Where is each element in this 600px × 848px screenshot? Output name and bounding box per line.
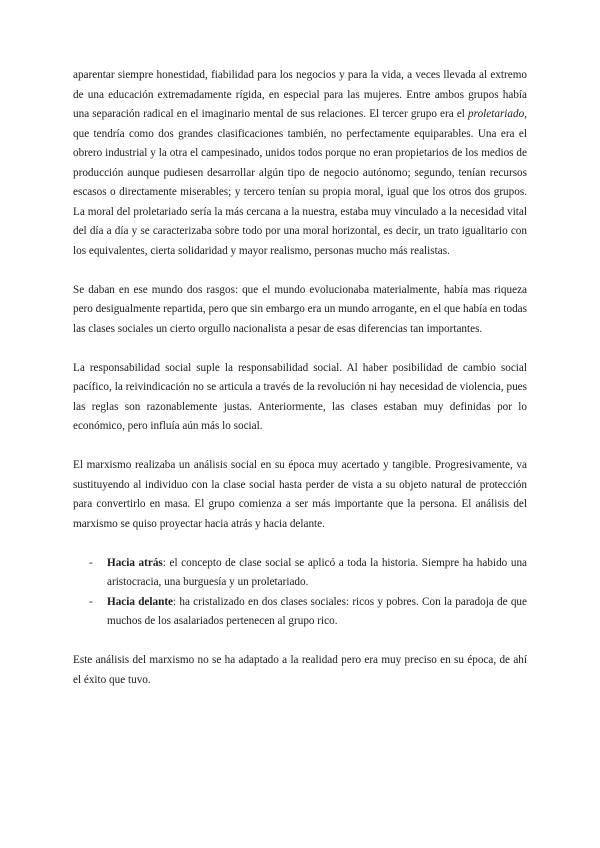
- document-body: [73, 66, 527, 690]
- paragraph-marxismo: El marxismo realizaba un análisis social en su época muy acertado y tangible. Progresivamente, va sustituyendo al individuo con la clase social hasta perder de vista a su objeto natural de protección para convertirlo en masa. El grupo comienza a ser más importante que la persona. El análisis del marxismo se quiso proyectar hacia atrás y hacia delante.: [73, 459, 527, 530]
- list-term: Hacia atrás: [107, 556, 163, 569]
- paragraph-text: aparentar siempre honestidad, fiabilidad para los negocios y para la vida, a veces llevada al extremo de una educación extremadamente rígida, en especial para las mujeres. Entre ambos grupos había una separación radical en el imaginario mental de sus relaciones. El tercer grupo era el: [73, 69, 527, 120]
- list-item-hacia-atras: [73, 554, 527, 593]
- list-item-hacia-delante: [73, 593, 527, 632]
- paragraph-responsabilidad: La responsabilidad social suple la responsabilidad social. Al haber posibilidad de cambio social pacífico, la reivindicación no se articula a través de la revolución ni hay necesidad de violencia, pues las reglas son razonablemente justas. Anteriormente, las clases estaban muy definidas por lo económico, pero influía aún más lo social.: [73, 361, 527, 432]
- dash-bullet: -: [89, 556, 93, 569]
- paragraph-text: , que tendría como dos grandes clasificaciones también, no perfectamente equiparables. Una era el obrero industrial y la otra el campesinado, unidos todos porque no eran propietarios de los medios de producción aunque pudiesen desarrollar algún tipo de negocio autónomo; segundo, tenían recursos escasos o directamente miserables; y tercero tenían su propia moral, igual que los otros dos grupos. La moral del proletariado sería la más cercana a la nuestra, estaba muy vinculado a la necesidad vital del día a día y se caracterizaba sobre todo por una moral horizontal, es decir, un trato igualitario con los equivalentes, cierta solidaridad y mayor realismo, personas mucho más realistas.: [73, 108, 527, 257]
- paragraph-rasgos: Se daban en ese mundo dos rasgos: que el mundo evolucionaba materialmente, había mas riqueza pero desigualmente repartida, pero que sin embargo era un mundo arrogante, en el que había en todas las clases sociales un cierto orgullo nacionalista a pesar de esas diferencias tan importantes.: [73, 283, 527, 335]
- emphasis-proletariado: proletariado: [468, 108, 525, 120]
- list-term: Hacia delante: [107, 595, 174, 608]
- paragraph-conclusion: Este análisis del marxismo no se ha adaptado a la realidad pero era muy preciso en su época, de ahí el éxito que tuvo.: [73, 654, 527, 686]
- paragraph-proletariado: [73, 66, 527, 261]
- dash-bullet: -: [89, 595, 93, 608]
- bullet-list: [73, 554, 527, 632]
- list-text: : el concepto de clase social se aplicó a toda la historia. Siempre ha habido una aristocracia, una burguesía y un proletariado.: [107, 556, 528, 588]
- list-text: : ha cristalizado en dos clases sociales: ricos y pobres. Con la paradoja de que muchos de los asalariados pertenecen al grupo rico.: [107, 595, 527, 627]
